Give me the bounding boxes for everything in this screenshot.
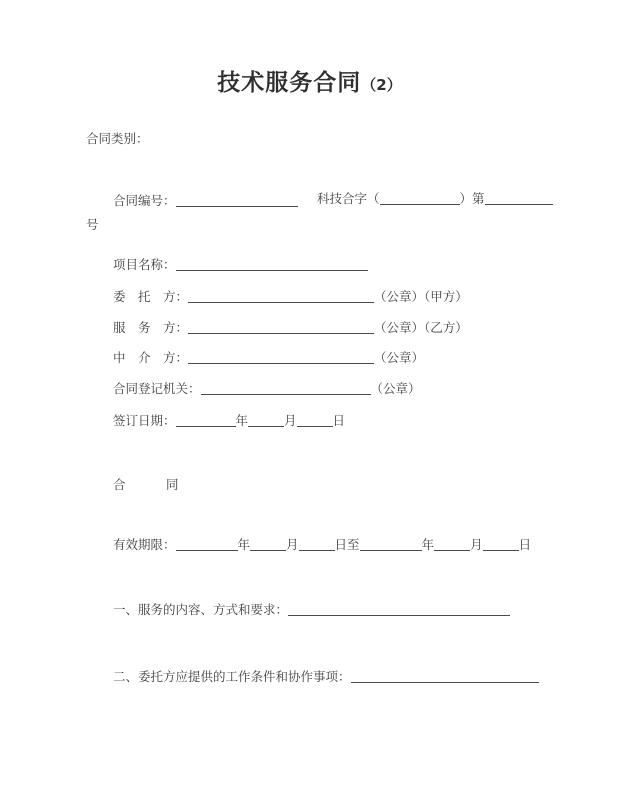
clause-1-label: 服务的内容、方式和要求： bbox=[138, 602, 289, 617]
service-party-input[interactable] bbox=[188, 320, 374, 334]
registry-authority-input[interactable] bbox=[201, 381, 371, 395]
registry-authority-suffix: （公章） bbox=[370, 381, 421, 396]
validity-start-year-unit: 年 bbox=[237, 537, 251, 552]
sign-date-day-input[interactable] bbox=[297, 413, 333, 427]
clause-1-number: 一、 bbox=[113, 602, 139, 617]
registry-authority-label: 合同登记机关： bbox=[113, 381, 201, 396]
tech-contract-code-middle: ）第 bbox=[459, 191, 485, 206]
page-title-main: 技术服务合同 bbox=[217, 70, 362, 96]
intermediary-party-input[interactable] bbox=[188, 350, 374, 364]
project-name-input[interactable] bbox=[176, 257, 368, 271]
contract-category-row bbox=[86, 130, 149, 148]
validity-end-day-unit: 日 bbox=[518, 537, 532, 552]
tech-contract-code-suffix: 号 bbox=[86, 217, 99, 232]
validity-start-month-unit: 月 bbox=[286, 537, 299, 552]
clause-2-number: 二、 bbox=[113, 669, 139, 684]
validity-start-month-input[interactable] bbox=[250, 537, 286, 551]
page-title-suffix: （2） bbox=[361, 76, 402, 94]
validity-period-row bbox=[113, 536, 531, 554]
contract-number-row bbox=[113, 192, 298, 210]
tech-contract-code-row bbox=[317, 190, 553, 208]
validity-end-month-input[interactable] bbox=[434, 537, 470, 551]
page-title bbox=[0, 64, 619, 97]
entrusting-party-suffix: （公章）（甲方） bbox=[374, 289, 468, 304]
service-party-label: 服 务 方： bbox=[113, 320, 189, 335]
validity-period-label: 有效期限： bbox=[113, 537, 176, 552]
validity-start-year-input[interactable] bbox=[176, 537, 238, 551]
registry-authority-row bbox=[113, 380, 421, 398]
sign-date-label: 签订日期： bbox=[113, 413, 176, 428]
project-name-label: 项目名称： bbox=[113, 257, 176, 272]
tech-contract-code-year-input[interactable] bbox=[380, 191, 460, 205]
sign-date-day-unit: 日 bbox=[332, 413, 346, 428]
sign-date-month-unit: 月 bbox=[284, 413, 297, 428]
service-party-suffix: （公章）（乙方） bbox=[374, 320, 468, 335]
sign-date-year-unit: 年 bbox=[235, 413, 249, 428]
contract-number-input[interactable] bbox=[176, 193, 298, 207]
validity-end-year-unit: 年 bbox=[421, 537, 435, 552]
sign-date-month-input[interactable] bbox=[248, 413, 284, 427]
project-name-row bbox=[113, 256, 368, 274]
validity-end-day-input[interactable] bbox=[483, 537, 519, 551]
entrusting-party-row bbox=[113, 288, 468, 306]
clause-2-input[interactable] bbox=[351, 669, 539, 683]
intermediary-party-row bbox=[113, 349, 424, 367]
validity-end-year-input[interactable] bbox=[360, 537, 422, 551]
clause-2-row bbox=[113, 668, 539, 686]
clause-2-label: 委托方应提供的工作条件和协作事项： bbox=[138, 669, 351, 684]
contract-category-label: 合同类别： bbox=[86, 131, 149, 146]
sign-date-year-input[interactable] bbox=[176, 413, 236, 427]
clause-1-row bbox=[113, 601, 510, 619]
contract-section-title: 合 同 bbox=[113, 477, 193, 492]
intermediary-party-label: 中 介 方： bbox=[113, 350, 189, 365]
clause-1-input[interactable] bbox=[288, 602, 510, 616]
validity-to-word: 日至 bbox=[334, 537, 360, 552]
service-party-row bbox=[113, 319, 468, 337]
entrusting-party-label: 委 托 方： bbox=[113, 289, 189, 304]
sign-date-row bbox=[113, 412, 345, 430]
validity-end-month-unit: 月 bbox=[470, 537, 483, 552]
entrusting-party-input[interactable] bbox=[188, 289, 374, 303]
tech-contract-code-number-input[interactable] bbox=[485, 191, 553, 205]
tech-contract-code-prefix: 科技合字（ bbox=[317, 191, 380, 206]
contract-number-label: 合同编号： bbox=[113, 193, 176, 208]
intermediary-party-suffix: （公章） bbox=[374, 350, 425, 365]
validity-start-day-input[interactable] bbox=[299, 537, 335, 551]
